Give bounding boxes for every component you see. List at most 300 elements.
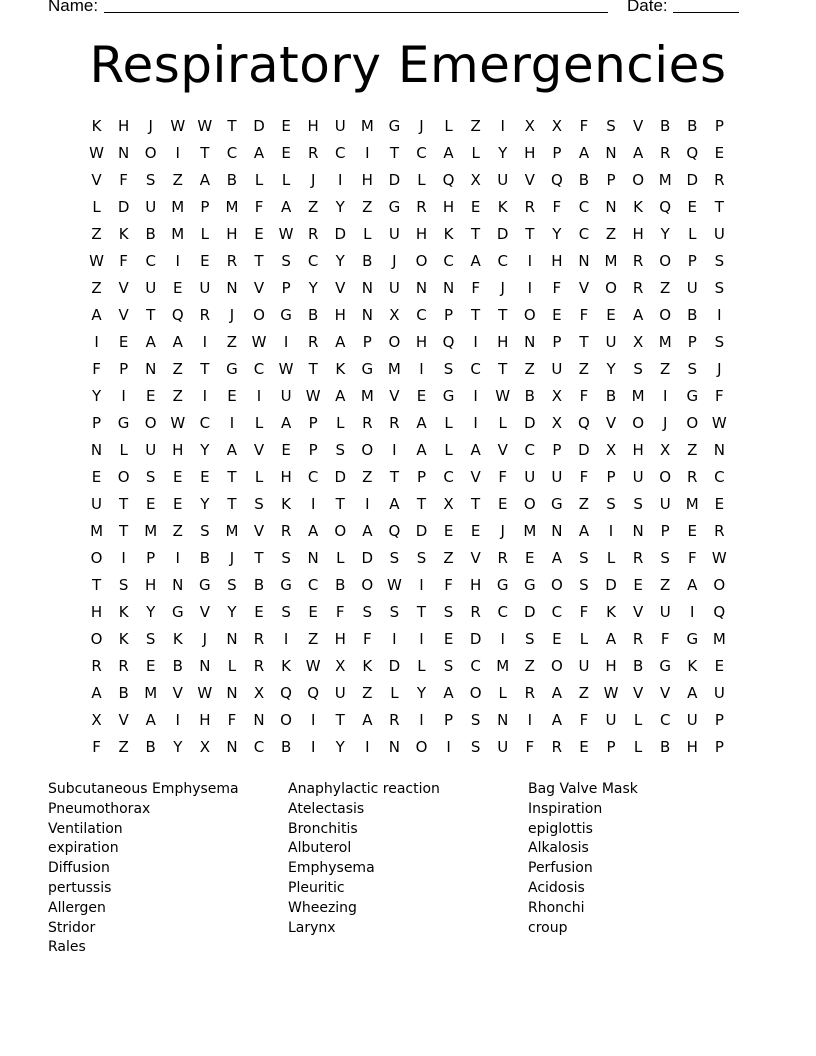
- grid-letter: E: [443, 630, 454, 649]
- grid-letter: U: [388, 224, 400, 243]
- grid-letter: A: [362, 521, 373, 540]
- grid-letter: P: [552, 143, 562, 162]
- grid-letter: H: [415, 332, 428, 351]
- grid-letter: L: [254, 170, 264, 189]
- grid-letter: U: [199, 278, 211, 297]
- grid-letter: V: [632, 116, 644, 135]
- grid-letter: Z: [362, 197, 373, 216]
- grid-letter: X: [551, 413, 562, 432]
- grid-letter: E: [497, 494, 508, 513]
- grid-letter: Q: [550, 170, 563, 189]
- grid-letter: H: [415, 224, 428, 243]
- grid-letter: R: [253, 657, 265, 676]
- grid-letter: F: [579, 305, 589, 324]
- grid-letter: E: [145, 386, 156, 405]
- grid-letter: Y: [498, 143, 508, 162]
- grid-letter: U: [605, 332, 617, 351]
- grid-letter: B: [660, 738, 671, 757]
- grid-letter: U: [551, 467, 563, 486]
- grid-letter: I: [419, 711, 424, 730]
- grid-letter: L: [281, 170, 291, 189]
- grid-letter: U: [605, 711, 617, 730]
- grid-letter: L: [92, 197, 101, 216]
- grid-letter: A: [443, 684, 454, 703]
- grid-letter: N: [442, 278, 455, 297]
- grid-letter: X: [551, 386, 562, 405]
- grid-letter: H: [145, 576, 157, 595]
- grid-letter: Y: [146, 603, 156, 622]
- grid-letter: E: [687, 197, 697, 216]
- word-list-item: Stridor: [48, 919, 96, 936]
- grid-letter: Y: [91, 386, 102, 405]
- grid-letter: F: [579, 711, 589, 730]
- grid-letter: P: [660, 521, 670, 540]
- grid-letter: Z: [172, 386, 183, 405]
- grid-letter: X: [605, 440, 617, 459]
- grid-letter: B: [308, 305, 319, 324]
- grid-letter: W: [170, 116, 186, 135]
- grid-letter: F: [579, 386, 589, 405]
- grid-letter: A: [416, 440, 427, 459]
- grid-letter: D: [578, 440, 590, 459]
- grid-letter: U: [524, 467, 536, 486]
- grid-letter: O: [659, 305, 672, 324]
- grid-letter: U: [659, 603, 671, 622]
- grid-letter: C: [497, 251, 508, 270]
- grid-letter: P: [714, 738, 724, 757]
- grid-letter: C: [470, 359, 481, 378]
- grid-letter: A: [308, 521, 319, 540]
- grid-letter: N: [172, 576, 184, 595]
- grid-letter: L: [688, 224, 697, 243]
- grid-letter: U: [578, 657, 590, 676]
- grid-letter: Z: [308, 197, 319, 216]
- grid-letter: A: [199, 170, 210, 189]
- grid-letter: O: [144, 413, 157, 432]
- grid-letter: A: [226, 440, 238, 459]
- grid-letter: N: [388, 738, 401, 757]
- grid-letter: I: [473, 413, 478, 432]
- grid-letter: G: [226, 359, 238, 378]
- grid-letter: N: [361, 278, 373, 297]
- grid-letter: D: [388, 170, 401, 189]
- grid-letter: W: [278, 359, 294, 378]
- grid-letter: T: [416, 603, 427, 622]
- grid-letter: R: [632, 549, 644, 568]
- grid-letter: I: [121, 386, 126, 405]
- grid-letter: X: [335, 657, 346, 676]
- grid-letter: L: [336, 549, 345, 568]
- grid-letter: E: [145, 657, 156, 676]
- word-list-item: Rales: [48, 939, 86, 956]
- grid-letter: L: [498, 684, 507, 703]
- grid-letter: B: [524, 386, 535, 405]
- grid-letter: T: [254, 251, 264, 270]
- grid-letter: C: [551, 603, 563, 622]
- grid-letter: T: [227, 467, 237, 486]
- grid-letter: M: [658, 332, 672, 351]
- grid-letter: O: [144, 143, 157, 162]
- grid-letter: I: [608, 521, 614, 540]
- word-list-item: Alkalosis: [528, 840, 589, 857]
- grid-letter: Y: [416, 684, 427, 703]
- word-list-item: Acidosis: [528, 879, 585, 896]
- grid-letter: S: [606, 116, 616, 135]
- grid-letter: Q: [686, 143, 699, 162]
- grid-letter: D: [361, 549, 374, 568]
- grid-letter: U: [713, 224, 725, 243]
- grid-letter: P: [444, 305, 454, 324]
- grid-letter: U: [334, 684, 346, 703]
- grid-letter: I: [527, 251, 532, 270]
- grid-letter: F: [687, 549, 697, 568]
- grid-letter: X: [524, 116, 535, 135]
- grid-letter: H: [199, 711, 211, 730]
- grid-letter: B: [253, 576, 265, 595]
- grid-letter: W: [495, 386, 511, 405]
- date-blank-line: [673, 12, 739, 13]
- grid-letter: A: [172, 332, 183, 351]
- grid-letter: L: [633, 738, 643, 757]
- grid-letter: M: [360, 116, 374, 135]
- grid-letter: P: [281, 278, 291, 297]
- grid-letter: X: [91, 711, 102, 730]
- grid-letter: E: [687, 521, 697, 540]
- grid-letter: B: [280, 738, 292, 757]
- grid-letter: G: [551, 494, 563, 513]
- word-list-column-1: [48, 780, 278, 958]
- grid-letter: Z: [605, 224, 617, 243]
- grid-letter: O: [90, 549, 103, 568]
- grid-letter: P: [308, 413, 318, 432]
- grid-letter: N: [632, 521, 644, 540]
- grid-letter: E: [254, 603, 264, 622]
- grid-letter: S: [714, 278, 725, 297]
- grid-letter: I: [283, 332, 289, 351]
- grid-letter: N: [118, 143, 130, 162]
- grid-letter: W: [386, 576, 402, 595]
- grid-letter: D: [524, 603, 536, 622]
- grid-letter: R: [253, 630, 265, 649]
- grid-letter: H: [551, 251, 563, 270]
- grid-letter: B: [660, 116, 671, 135]
- grid-letter: T: [498, 305, 508, 324]
- grid-letter: O: [659, 467, 672, 486]
- grid-letter: W: [711, 549, 727, 568]
- grid-letter: I: [690, 603, 695, 622]
- word-list-item: Larynx: [288, 919, 336, 936]
- grid-letter: W: [197, 116, 213, 135]
- grid-letter: R: [714, 521, 725, 540]
- grid-letter: S: [470, 738, 481, 757]
- grid-letter: M: [360, 386, 374, 405]
- grid-letter: E: [470, 521, 481, 540]
- grid-letter: O: [659, 251, 672, 270]
- grid-letter: L: [417, 657, 426, 676]
- grid-letter: Z: [362, 684, 373, 703]
- word-list-item: croup: [528, 919, 568, 936]
- grid-letter: O: [361, 576, 374, 595]
- grid-letter: X: [551, 116, 562, 135]
- grid-letter: K: [497, 197, 508, 216]
- grid-letter: M: [685, 494, 699, 513]
- grid-letter: Y: [606, 359, 616, 378]
- grid-letter: U: [659, 494, 671, 513]
- grid-letter: O: [334, 521, 347, 540]
- grid-letter: G: [117, 413, 130, 432]
- grid-letter: S: [335, 440, 345, 459]
- grid-letter: W: [603, 684, 619, 703]
- grid-letter: F: [254, 197, 264, 216]
- grid-letter: I: [500, 630, 505, 649]
- grid-letter: W: [170, 413, 186, 432]
- grid-letter: N: [605, 197, 617, 216]
- grid-letter: Z: [578, 684, 590, 703]
- grid-letter: G: [280, 576, 292, 595]
- grid-letter: C: [578, 197, 590, 216]
- grid-letter: C: [253, 738, 265, 757]
- name-blank-line: [104, 12, 608, 13]
- grid-letter: R: [687, 467, 698, 486]
- grid-letter: I: [202, 332, 208, 351]
- word-list-column-3: [528, 780, 758, 938]
- grid-letter: W: [89, 251, 104, 270]
- grid-letter: U: [145, 440, 157, 459]
- grid-letter: S: [281, 603, 291, 622]
- grid-letter: N: [361, 305, 373, 324]
- grid-letter: D: [253, 116, 265, 135]
- grid-letter: L: [200, 224, 210, 243]
- grid-letter: H: [442, 197, 455, 216]
- grid-letter: H: [632, 440, 644, 459]
- grid-letter: P: [552, 440, 562, 459]
- grid-letter: L: [498, 413, 507, 432]
- grid-letter: I: [392, 440, 397, 459]
- grid-letter: Y: [335, 197, 345, 216]
- grid-letter: C: [497, 603, 508, 622]
- grid-letter: A: [470, 251, 481, 270]
- grid-letter: T: [498, 359, 508, 378]
- grid-letter: B: [172, 657, 183, 676]
- grid-letter: F: [92, 738, 101, 757]
- grid-letter: W: [197, 684, 213, 703]
- grid-letter: Z: [91, 224, 102, 243]
- grid-letter: F: [498, 467, 508, 486]
- grid-letter: R: [416, 197, 427, 216]
- grid-letter: R: [714, 170, 725, 189]
- grid-letter: B: [145, 738, 156, 757]
- word-list-column-2: [288, 780, 518, 938]
- grid-letter: E: [470, 197, 481, 216]
- grid-letter: H: [172, 440, 184, 459]
- grid-letter: L: [363, 224, 372, 243]
- word-list-item: Atelectasis: [288, 800, 365, 817]
- grid-letter: R: [632, 251, 644, 270]
- grid-letter: L: [579, 630, 589, 649]
- grid-letter: N: [90, 440, 103, 459]
- grid-letter: C: [524, 440, 536, 459]
- grid-letter: I: [310, 738, 316, 757]
- word-list-item: Pleuritic: [288, 879, 345, 896]
- grid-letter: J: [419, 116, 424, 135]
- grid-letter: A: [443, 143, 454, 162]
- grid-letter: H: [117, 116, 130, 135]
- grid-letter: E: [281, 440, 291, 459]
- grid-letter: Q: [442, 170, 455, 189]
- grid-letter: J: [500, 278, 505, 297]
- grid-letter: E: [281, 116, 291, 135]
- grid-letter: L: [606, 549, 616, 568]
- grid-letter: K: [362, 657, 373, 676]
- grid-letter: R: [226, 251, 238, 270]
- grid-letter: U: [388, 278, 400, 297]
- word-list-item: Pneumothorax: [48, 800, 151, 817]
- grid-letter: A: [551, 684, 562, 703]
- grid-letter: G: [388, 197, 401, 216]
- grid-letter: P: [444, 711, 454, 730]
- grid-letter: P: [119, 359, 129, 378]
- grid-letter: A: [362, 711, 373, 730]
- grid-letter: N: [497, 711, 509, 730]
- grid-letter: M: [171, 224, 185, 243]
- grid-letter: E: [173, 278, 183, 297]
- grid-letter: F: [119, 251, 128, 270]
- grid-letter: E: [416, 386, 427, 405]
- grid-letter: H: [334, 305, 346, 324]
- grid-letter: E: [200, 251, 210, 270]
- grid-letter: U: [145, 197, 157, 216]
- grid-letter: W: [711, 413, 727, 432]
- grid-letter: L: [390, 684, 399, 703]
- grid-letter: I: [94, 332, 99, 351]
- grid-letter: M: [604, 251, 618, 270]
- grid-letter: G: [361, 359, 374, 378]
- grid-letter: K: [118, 603, 129, 622]
- grid-letter: T: [471, 305, 481, 324]
- grid-letter: E: [200, 467, 210, 486]
- grid-letter: L: [336, 413, 345, 432]
- grid-letter: A: [91, 305, 102, 324]
- grid-letter: V: [118, 305, 129, 324]
- grid-letter: V: [497, 440, 508, 459]
- grid-letter: I: [419, 630, 424, 649]
- grid-letter: H: [307, 116, 319, 135]
- grid-letter: P: [606, 467, 616, 486]
- grid-letter: I: [473, 332, 478, 351]
- grid-letter: Y: [200, 494, 210, 513]
- grid-letter: F: [552, 278, 562, 297]
- grid-letter: C: [416, 305, 427, 324]
- grid-letter: S: [660, 549, 670, 568]
- grid-letter: H: [90, 603, 103, 622]
- grid-letter: Z: [118, 738, 129, 757]
- word-list-item: Ventilation: [48, 820, 123, 837]
- grid-letter: S: [281, 251, 291, 270]
- grid-letter: T: [200, 359, 210, 378]
- grid-letter: I: [392, 630, 397, 649]
- grid-letter: Z: [308, 630, 319, 649]
- grid-letter: N: [307, 549, 319, 568]
- grid-letter: F: [579, 467, 589, 486]
- grid-letter: N: [226, 738, 238, 757]
- word-list-item: Wheezing: [288, 899, 357, 916]
- grid-letter: T: [200, 143, 210, 162]
- grid-letter: R: [632, 278, 644, 297]
- grid-letter: W: [251, 332, 267, 351]
- grid-letter: G: [686, 630, 699, 649]
- grid-letter: V: [118, 278, 129, 297]
- grid-letter: R: [362, 413, 373, 432]
- grid-letter: B: [226, 170, 238, 189]
- grid-letter: M: [658, 170, 672, 189]
- grid-letter: U: [497, 170, 509, 189]
- grid-letter: L: [444, 116, 453, 135]
- grid-letter: J: [500, 521, 505, 540]
- grid-letter: B: [605, 386, 617, 405]
- page-title: Respiratory Emergencies: [89, 36, 727, 94]
- grid-letter: H: [632, 224, 644, 243]
- grid-letter: A: [470, 440, 481, 459]
- word-list-item: Perfusion: [528, 860, 593, 877]
- grid-letter: A: [687, 576, 698, 595]
- grid-letter: S: [443, 603, 454, 622]
- grid-letter: S: [145, 467, 156, 486]
- grid-letter: T: [91, 576, 102, 595]
- grid-letter: R: [551, 738, 563, 757]
- grid-letter: O: [117, 467, 130, 486]
- grid-letter: O: [713, 576, 726, 595]
- grid-letter: R: [497, 549, 508, 568]
- grid-letter: P: [92, 413, 102, 432]
- grid-letter: H: [605, 657, 617, 676]
- grid-letter: V: [632, 684, 644, 703]
- grid-letter: R: [280, 521, 292, 540]
- grid-letter: N: [226, 684, 238, 703]
- grid-letter: S: [281, 549, 291, 568]
- grid-letter: R: [307, 143, 319, 162]
- grid-letter: V: [253, 278, 265, 297]
- name-label: Name:: [48, 0, 99, 15]
- grid-letter: V: [91, 170, 102, 189]
- word-list-item: Bronchitis: [288, 820, 358, 837]
- grid-letter: M: [496, 657, 510, 676]
- grid-letter: E: [118, 332, 129, 351]
- grid-letter: B: [687, 116, 698, 135]
- grid-letter: V: [470, 549, 481, 568]
- grid-letter: A: [578, 143, 590, 162]
- grid-letter: D: [117, 197, 130, 216]
- grid-letter: O: [605, 278, 617, 297]
- grid-letter: O: [90, 630, 103, 649]
- grid-letter: Z: [172, 359, 183, 378]
- grid-letter: I: [717, 305, 722, 324]
- grid-letter: E: [525, 549, 535, 568]
- grid-letter: Z: [578, 359, 590, 378]
- grid-letter: U: [713, 684, 725, 703]
- grid-letter: M: [631, 386, 645, 405]
- grid-letter: N: [605, 143, 617, 162]
- grid-letter: A: [280, 197, 292, 216]
- grid-letter: T: [227, 494, 237, 513]
- grid-letter: P: [606, 738, 616, 757]
- grid-letter: S: [145, 630, 156, 649]
- grid-letter: S: [687, 359, 698, 378]
- grid-letter: O: [280, 711, 292, 730]
- grid-letter: N: [578, 251, 590, 270]
- grid-letter: Z: [362, 467, 373, 486]
- grid-letter: O: [388, 332, 401, 351]
- grid-letter: L: [444, 440, 453, 459]
